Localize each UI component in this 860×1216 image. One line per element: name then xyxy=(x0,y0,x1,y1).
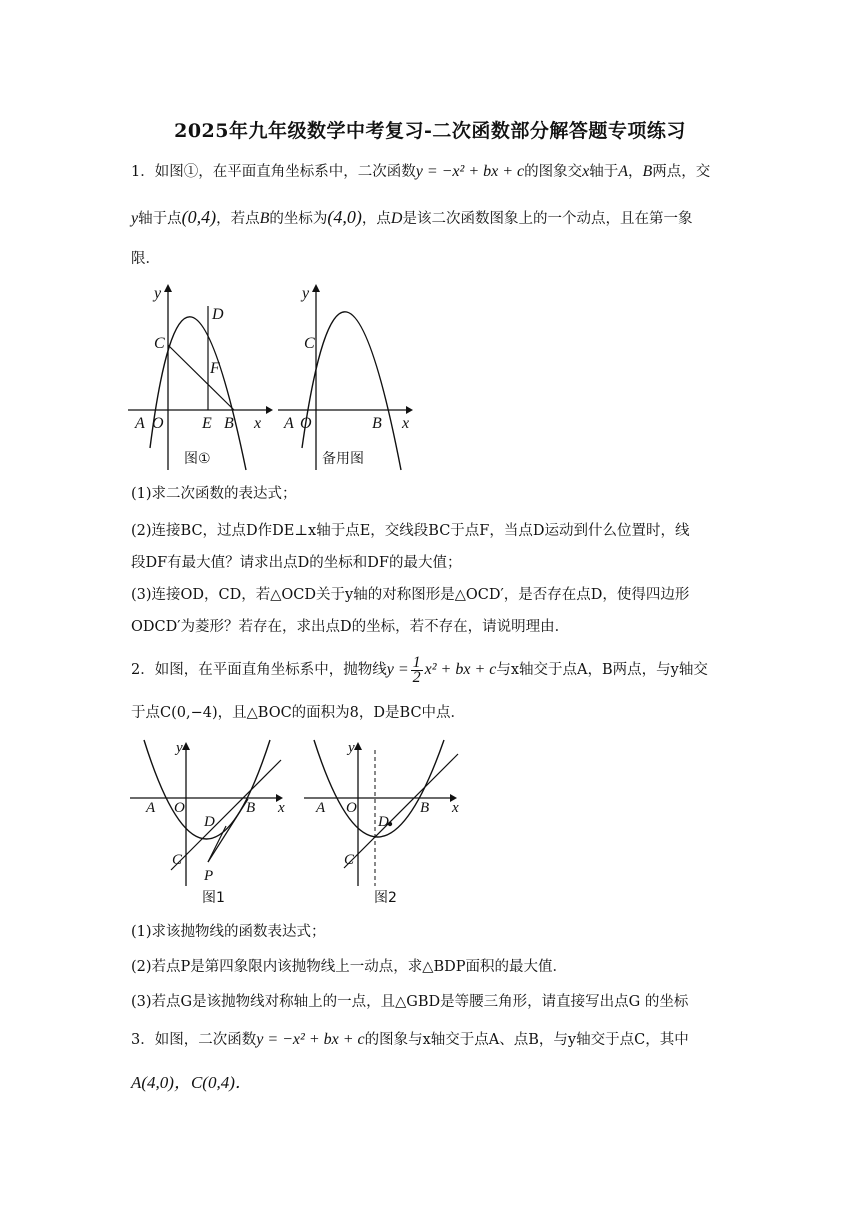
fig2-label-A: A xyxy=(284,415,294,432)
q2-figure1 xyxy=(128,738,293,910)
q2f2-label-D: D xyxy=(378,814,389,830)
q1-line3: 限． xyxy=(131,251,160,267)
q2f2-label-y: y xyxy=(348,740,355,756)
q2-line1: 2．如图，在平面直角坐标系中，抛物线y = $\frac{1}{2}$ x² + bx + c与x轴交于点A，B两点，与y轴交 xyxy=(131,653,708,686)
q2f2-label-x: x xyxy=(452,800,459,816)
q2-fig2-caption: 图2 xyxy=(374,890,397,906)
fig1-label-B: B xyxy=(224,415,234,432)
q2f2-label-O: O xyxy=(346,800,357,816)
q1-figure1 xyxy=(128,280,273,475)
q2f1-label-P: P xyxy=(204,868,214,884)
fig2-label-C: C xyxy=(304,335,315,352)
q1-part2-line2: 段DF有最大值？请求出点D的坐标和DF的最大值； xyxy=(131,555,462,571)
q2f1-label-O: O xyxy=(174,800,185,816)
q2f1-label-x: x xyxy=(278,800,285,816)
q3-line2: A(4,0)，C(0,4)． xyxy=(131,1073,252,1092)
fig2-label-B: B xyxy=(372,415,382,432)
q2-line2: 于点C(0,−4)，且△BOC的面积为8，D是BC中点． xyxy=(131,705,466,721)
q2-part3: (3)若点G是该抛物线对称轴上的一点，且△GBD是等腰三角形，请直接写出点G 的坐标 xyxy=(131,994,689,1010)
q1-line1: 1．如图①，在平面直角坐标系中，二次函数y = −x² + bx + c的图象交x轴于A，B两点，交 xyxy=(131,163,711,180)
q1-line2: y轴于点(0,4)，若点B的坐标为(4,0)，点D是该二次函数图象上的一个动点，且在第一象 xyxy=(131,207,693,227)
q2f1-label-y: y xyxy=(176,740,183,756)
q2f2-label-C: C xyxy=(344,852,355,868)
fig1-caption: 图① xyxy=(184,451,211,467)
fig1-label-C: C xyxy=(154,335,165,352)
q2-fraction: $\frac{1}{2}$ xyxy=(412,653,421,686)
fig2-label-O: O xyxy=(300,415,312,432)
q1-figure2 xyxy=(278,280,418,475)
fig1-label-x: x xyxy=(254,415,262,432)
q2-part1: (1)求该抛物线的函数表达式； xyxy=(131,924,326,940)
q2f1-label-C: C xyxy=(172,852,183,868)
q2f1-label-D: D xyxy=(204,814,215,830)
fig2-caption: 备用图 xyxy=(322,451,364,467)
fig2-label-y: y xyxy=(302,285,310,302)
page-title: 2025年九年级数学中考复习-二次函数部分解答题专项练习 xyxy=(174,120,686,142)
q1-part1: (1)求二次函数的表达式； xyxy=(131,486,297,502)
q2f1-label-A: A xyxy=(146,800,156,816)
fig1-label-E: E xyxy=(202,415,212,432)
q2-fig1-caption: 图1 xyxy=(202,890,225,906)
fig1-label-O: O xyxy=(152,415,164,432)
q2-part2: (2)若点P是第四象限内该抛物线上一动点，求△BDP面积的最大值． xyxy=(131,959,567,975)
fig1-label-A: A xyxy=(135,415,145,432)
q3-line1: 3．如图，二次函数y = −x² + bx + c的图象与x轴交于点A、点B，与y轴交于点C，其中 xyxy=(131,1031,689,1048)
q2f2-label-A: A xyxy=(316,800,326,816)
fig2-label-x: x xyxy=(402,415,410,432)
fig1-label-D: D xyxy=(212,306,224,323)
q1-part3-line1: (3)连接OD，CD，若△OCD关于y轴的对称图形是△OCD′，是否存在点D，使得四边形 xyxy=(131,587,690,603)
fig1-label-y: y xyxy=(154,285,162,302)
q2f2-label-B: B xyxy=(420,800,430,816)
fig1-label-F: F xyxy=(210,360,220,377)
q1-part2-line1: (2)连接BC，过点D作DE⊥x轴于点E，交线段BC于点F，当点D运动到什么位置时，线 xyxy=(131,523,690,539)
q2-figure2 xyxy=(302,738,467,910)
q1-part3-line2: ODCD′为菱形？若存在，求出点D的坐标，若不存在，请说明理由． xyxy=(131,619,570,635)
q2f1-label-B: B xyxy=(246,800,256,816)
